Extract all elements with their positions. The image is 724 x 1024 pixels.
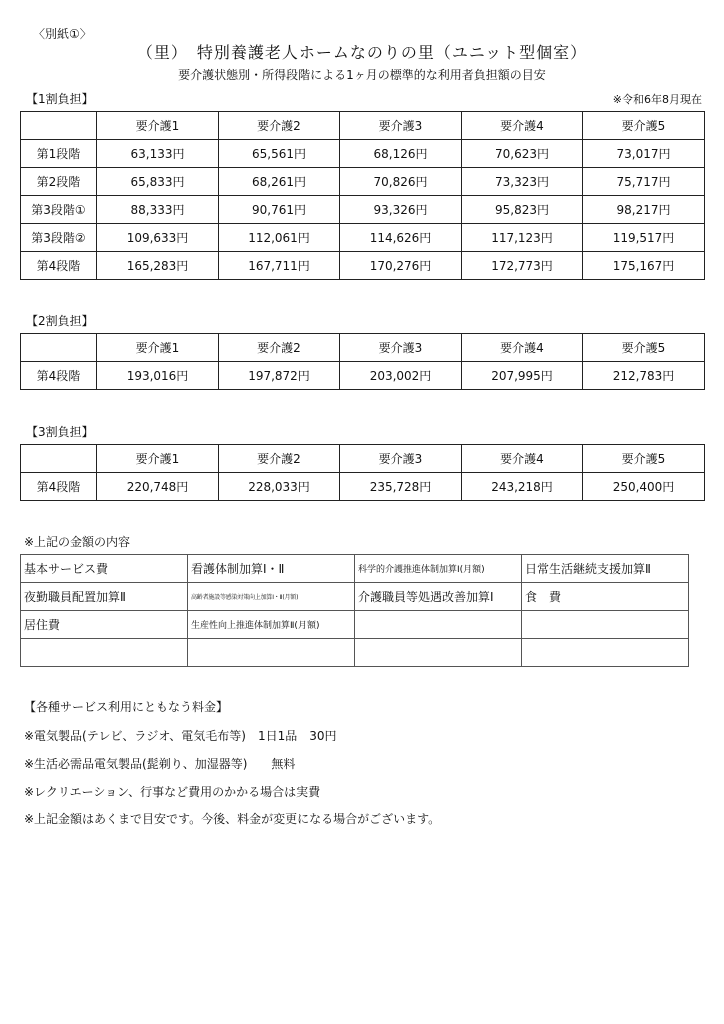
fee-item: ※電気製品(テレビ、ラジオ、電気毛布等) 1日1品 30円: [24, 729, 337, 743]
value-cell: 95,823円: [462, 196, 583, 224]
header-cell: 要介護1: [97, 445, 219, 473]
table-header-row: [21, 445, 705, 473]
value-cell: 68,261円: [219, 168, 340, 196]
table-row: [21, 362, 705, 390]
table-row: [21, 639, 689, 667]
table-row: [21, 252, 705, 280]
value-cell: 220,748円: [97, 473, 219, 501]
stage-cell: 第4段階: [21, 362, 97, 390]
header-cell: 要介護5: [583, 445, 705, 473]
header-cell: 要介護4: [462, 334, 583, 362]
value-cell: 197,872円: [219, 362, 340, 390]
breakdown-cell: 日常生活継続支援加算Ⅱ: [522, 555, 689, 583]
value-cell: 193,016円: [97, 362, 219, 390]
value-cell: 175,167円: [583, 252, 705, 280]
value-cell: 112,061円: [219, 224, 340, 252]
header-cell: 要介護2: [219, 112, 340, 140]
cost-table-20pct: [20, 333, 705, 390]
table-row: [21, 224, 705, 252]
value-cell: 212,783円: [583, 362, 705, 390]
value-cell: 109,633円: [97, 224, 219, 252]
header-cell: 要介護1: [97, 112, 219, 140]
breakdown-cell: 高齢者施設等感染対策向上加算Ⅰ・Ⅱ(月額): [188, 583, 355, 611]
stage-cell: 第1段階: [21, 140, 97, 168]
value-cell: 228,033円: [219, 473, 340, 501]
header-cell: [21, 445, 97, 473]
section-label-30pct: 【3割負担】: [26, 425, 94, 439]
breakdown-cell: [522, 611, 689, 639]
stage-cell: 第3段階②: [21, 224, 97, 252]
breakdown-cell: [355, 611, 522, 639]
value-cell: 93,326円: [340, 196, 462, 224]
value-cell: 90,761円: [219, 196, 340, 224]
document-subtitle: 要介護状態別・所得段階による1ヶ月の標準的な利用者負担額の目安: [178, 68, 546, 82]
header-cell: 要介護2: [219, 445, 340, 473]
breakdown-cell: 居住費: [21, 611, 188, 639]
breakdown-cell: 夜勤職員配置加算Ⅱ: [21, 583, 188, 611]
value-cell: 172,773円: [462, 252, 583, 280]
breakdown-cell: 科学的介護推進体制加算Ⅰ(月額): [355, 555, 522, 583]
header-cell: 要介護3: [340, 112, 462, 140]
value-cell: 70,623円: [462, 140, 583, 168]
value-cell: 70,826円: [340, 168, 462, 196]
value-cell: 250,400円: [583, 473, 705, 501]
value-cell: 68,126円: [340, 140, 462, 168]
fee-item: ※生活必需品電気製品(髭剃り、加湿器等) 無料: [24, 757, 296, 771]
value-cell: 63,133円: [97, 140, 219, 168]
stage-cell: 第4段階: [21, 252, 97, 280]
document-title: （里） 特別養護老人ホームなのりの里（ユニット型個室）: [136, 43, 588, 62]
table-row: [21, 140, 705, 168]
value-cell: 114,626円: [340, 224, 462, 252]
table-row: [21, 473, 705, 501]
value-cell: 73,017円: [583, 140, 705, 168]
breakdown-cell: [522, 639, 689, 667]
value-cell: 117,123円: [462, 224, 583, 252]
breakdown-cell: 食 費: [522, 583, 689, 611]
breakdown-table: [20, 554, 689, 667]
breakdown-cell: 基本サービス費: [21, 555, 188, 583]
value-cell: 88,333円: [97, 196, 219, 224]
stage-cell: 第2段階: [21, 168, 97, 196]
breakdown-cell: [355, 639, 522, 667]
cost-table-10pct: [20, 111, 705, 280]
breakdown-cell: 介護職員等処遇改善加算Ⅰ: [355, 583, 522, 611]
section-label-20pct: 【2割負担】: [26, 314, 94, 328]
fee-item: ※上記金額はあくまで目安です。今後、料金が変更になる場合がございます。: [24, 812, 441, 826]
value-cell: 207,995円: [462, 362, 583, 390]
header-cell: 要介護5: [583, 334, 705, 362]
value-cell: 119,517円: [583, 224, 705, 252]
table-row: [21, 611, 689, 639]
table-header-row: [21, 334, 705, 362]
table-header-row: [21, 112, 705, 140]
attachment-tag: 〈別紙①〉: [33, 27, 92, 41]
value-cell: 203,002円: [340, 362, 462, 390]
value-cell: 165,283円: [97, 252, 219, 280]
cost-table-30pct: [20, 444, 705, 501]
fees-label: 【各種サービス利用にともなう料金】: [24, 700, 229, 714]
value-cell: 65,561円: [219, 140, 340, 168]
header-cell: 要介護3: [340, 334, 462, 362]
value-cell: 170,276円: [340, 252, 462, 280]
header-cell: 要介護3: [340, 445, 462, 473]
breakdown-cell: [21, 639, 188, 667]
stage-cell: 第4段階: [21, 473, 97, 501]
value-cell: 243,218円: [462, 473, 583, 501]
header-cell: 要介護4: [462, 445, 583, 473]
header-cell: [21, 334, 97, 362]
value-cell: 75,717円: [583, 168, 705, 196]
table-row: [21, 555, 689, 583]
breakdown-label: ※上記の金額の内容: [24, 535, 131, 549]
section-label-10pct: 【1割負担】: [26, 92, 94, 106]
value-cell: 73,323円: [462, 168, 583, 196]
breakdown-cell: [188, 639, 355, 667]
as-of-date: ※令和6年8月現在: [612, 93, 702, 106]
breakdown-cell: 生産性向上推進体制加算Ⅱ(月額): [188, 611, 355, 639]
value-cell: 98,217円: [583, 196, 705, 224]
value-cell: 65,833円: [97, 168, 219, 196]
table-row: [21, 168, 705, 196]
header-cell: 要介護4: [462, 112, 583, 140]
value-cell: 167,711円: [219, 252, 340, 280]
header-cell: 要介護2: [219, 334, 340, 362]
header-cell: 要介護5: [583, 112, 705, 140]
breakdown-cell: 看護体制加算Ⅰ・Ⅱ: [188, 555, 355, 583]
fee-item: ※レクリエーション、行事など費用のかかる場合は実費: [24, 785, 321, 799]
table-row: [21, 583, 689, 611]
value-cell: 235,728円: [340, 473, 462, 501]
header-cell: [21, 112, 97, 140]
stage-cell: 第3段階①: [21, 196, 97, 224]
table-row: [21, 196, 705, 224]
header-cell: 要介護1: [97, 334, 219, 362]
